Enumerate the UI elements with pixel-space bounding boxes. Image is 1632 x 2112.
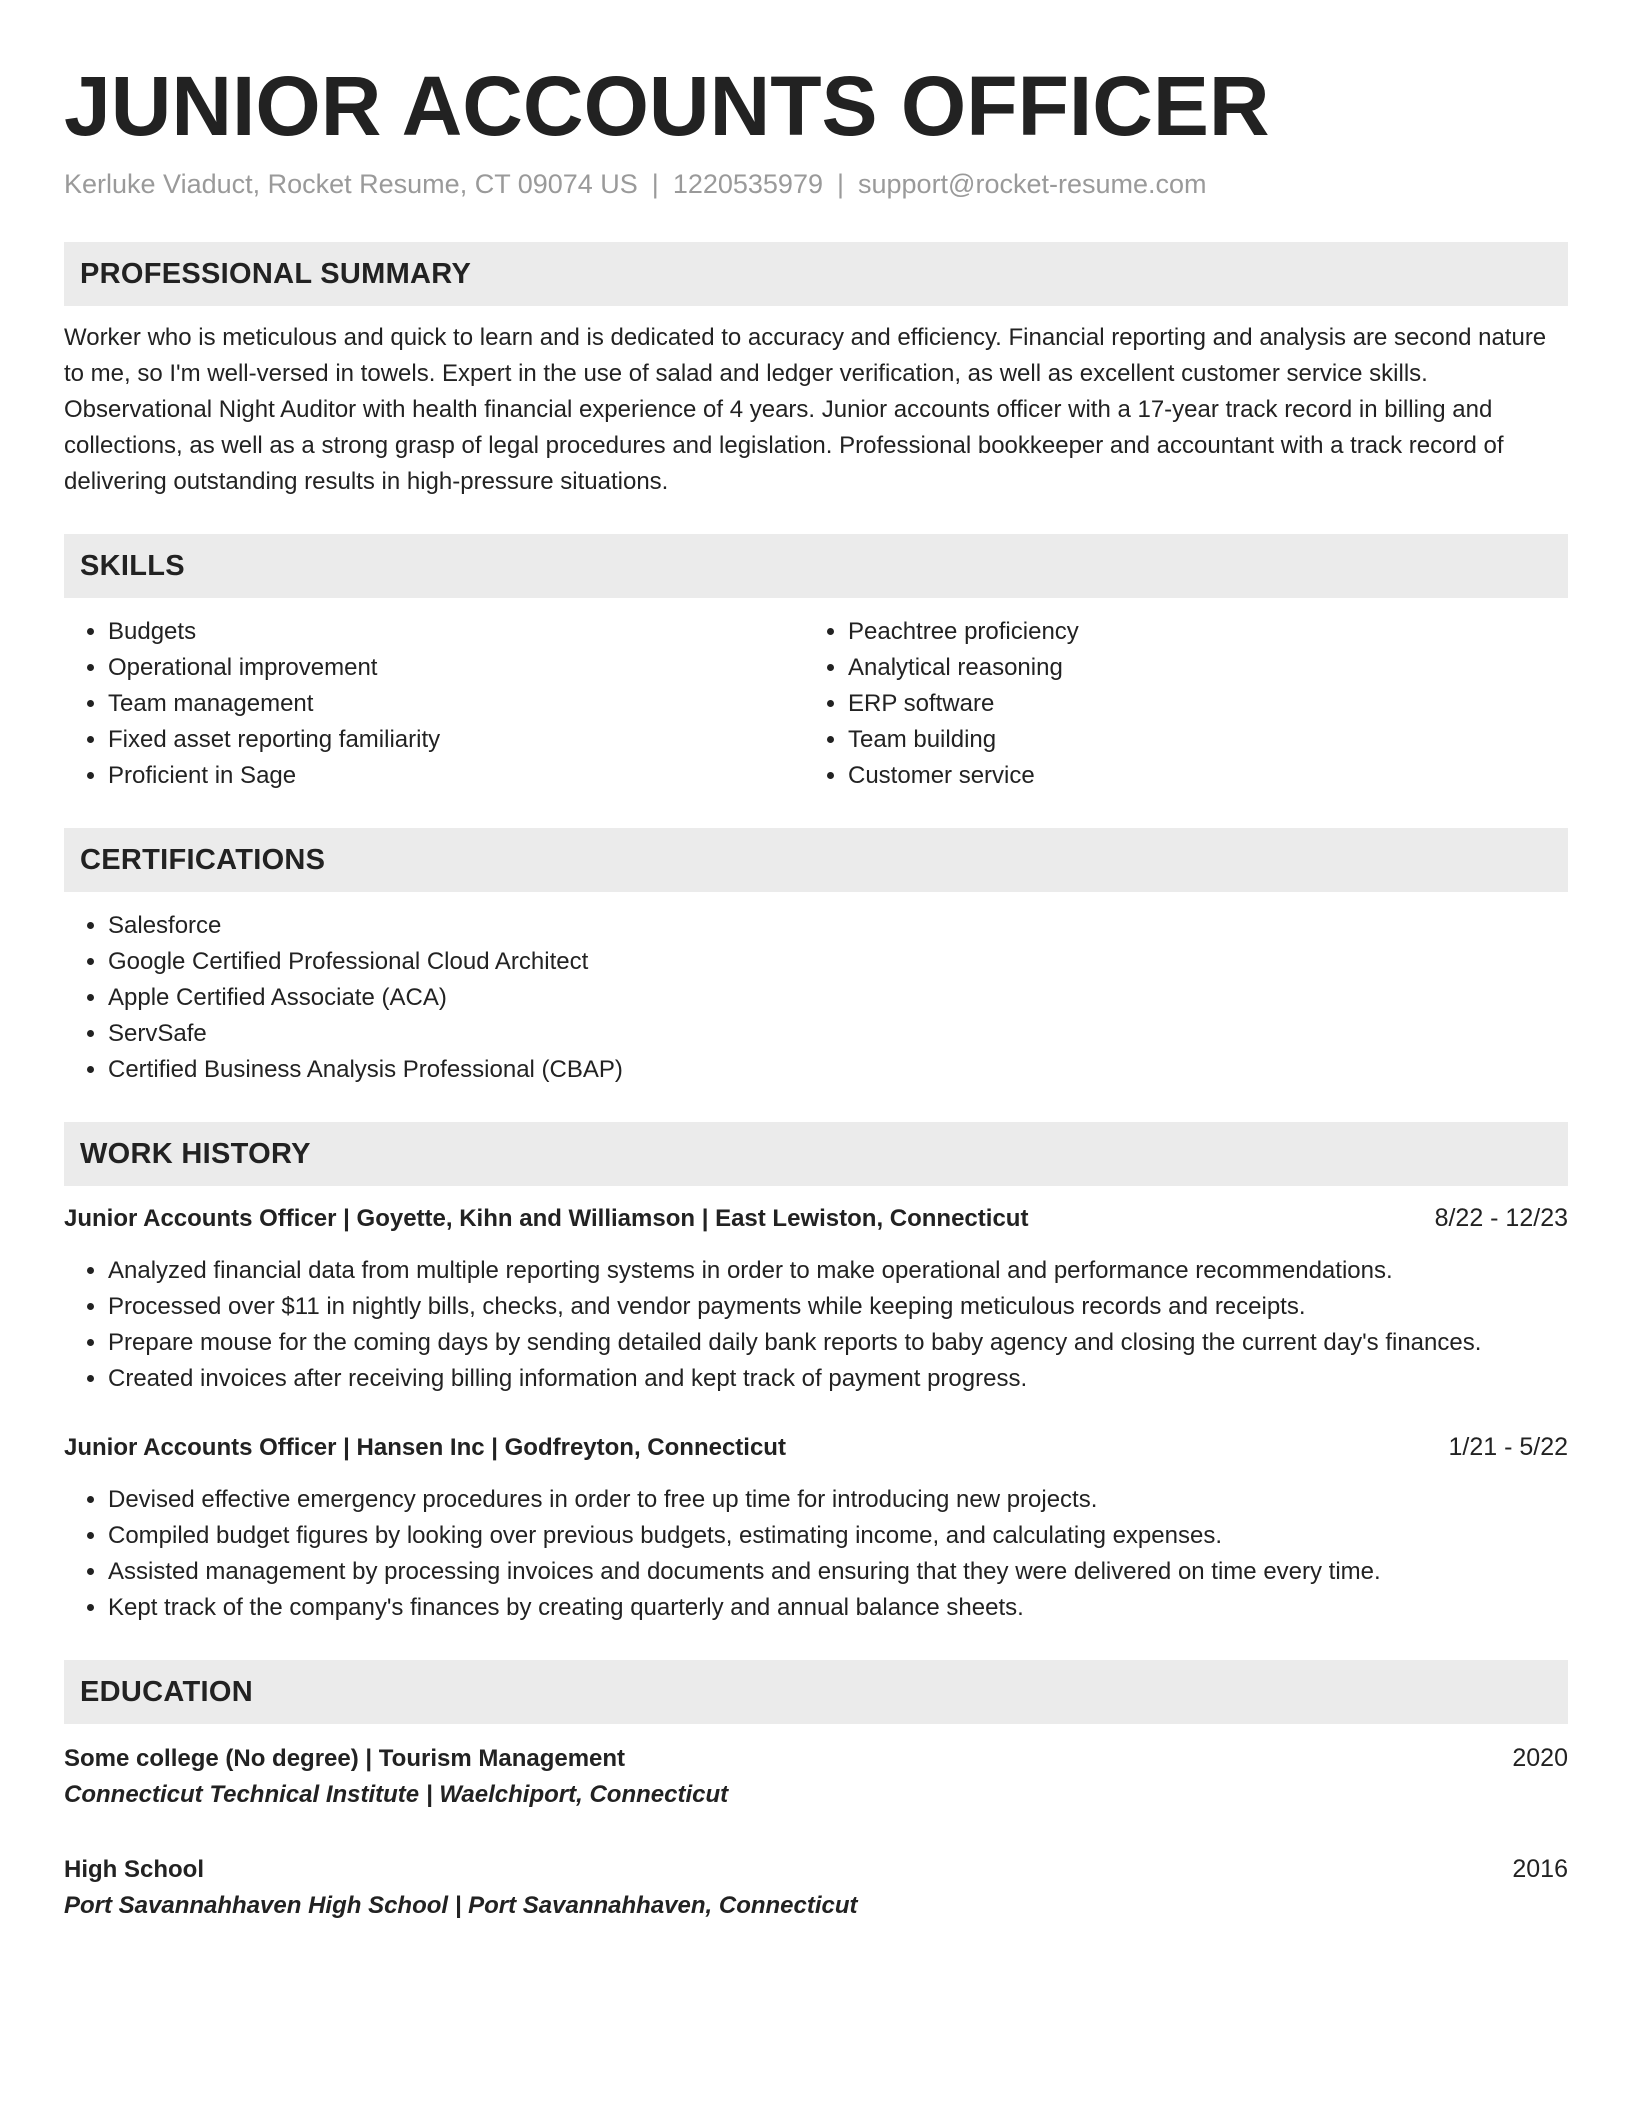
contact-phone: 1220535979 bbox=[672, 169, 823, 199]
education-degree: Some college (No degree) | Tourism Management bbox=[64, 1745, 626, 1772]
skill-item: • Team building bbox=[848, 722, 1544, 758]
education-year: 2016 bbox=[1512, 1855, 1568, 1883]
education-header bbox=[64, 1851, 1568, 1888]
job-header bbox=[64, 1429, 1568, 1466]
contact-address: Kerluke Viaduct, Rocket Resume, CT 09074 US bbox=[64, 169, 638, 199]
certification-item: • Salesforce bbox=[108, 908, 1568, 944]
education-header bbox=[64, 1740, 1568, 1777]
contact-separator: | bbox=[836, 169, 844, 199]
job-bullet: • Compiled budget figures by looking over previous budgets, estimating income, and calculating expenses. bbox=[108, 1518, 1568, 1554]
certification-item: • Apple Certified Associate (ACA) bbox=[108, 980, 1568, 1016]
job-bullet: • Processed over $11 in nightly bills, checks, and vendor payments while keeping meticulous records and receipts. bbox=[108, 1289, 1568, 1325]
skill-item: • Proficient in Sage bbox=[108, 758, 804, 794]
section-heading-skills: SKILLS bbox=[64, 534, 1568, 598]
skill-item: • ERP software bbox=[848, 686, 1544, 722]
job-bullet: • Assisted management by processing invoices and documents and ensuring that they were delivered on time every time. bbox=[108, 1554, 1568, 1590]
certification-item: • ServSafe bbox=[108, 1016, 1568, 1052]
section-heading-work-history: WORK HISTORY bbox=[64, 1122, 1568, 1186]
job-bullets bbox=[64, 1482, 1568, 1626]
section-heading-certifications: CERTIFICATIONS bbox=[64, 828, 1568, 892]
job-entry bbox=[64, 1429, 1568, 1626]
candidate-title: JUNIOR ACCOUNTS OFFICER bbox=[64, 59, 1270, 153]
job-entry bbox=[64, 1200, 1568, 1397]
certification-item: • Google Certified Professional Cloud Architect bbox=[108, 944, 1568, 980]
skills-column-left bbox=[64, 614, 804, 794]
section-heading-education: EDUCATION bbox=[64, 1660, 1568, 1724]
education-entry bbox=[64, 1740, 1568, 1813]
certification-item: • Certified Business Analysis Professional (CBAP) bbox=[108, 1052, 1568, 1088]
skill-item: • Operational improvement bbox=[108, 650, 804, 686]
job-dates: 8/22 - 12/23 bbox=[1434, 1204, 1568, 1232]
job-dates: 1/21 - 5/22 bbox=[1448, 1433, 1568, 1461]
skills-list bbox=[64, 614, 1568, 794]
job-header bbox=[64, 1200, 1568, 1237]
job-bullet: • Kept track of the company's finances by creating quarterly and annual balance sheets. bbox=[108, 1590, 1568, 1626]
education-entry bbox=[64, 1851, 1568, 1924]
job-bullets bbox=[64, 1253, 1568, 1397]
skill-item: • Team management bbox=[108, 686, 804, 722]
summary-text: Worker who is meticulous and quick to learn and is dedicated to accuracy and efficiency. Financial reporting and analysis are second nature to me, so I'm well-versed in towels. Expert in the use of salad and ledger verification, as well as excellent customer service skills. Observational Night Auditor with health financial experience of 4 years. Junior accounts officer with a 17-year track record in billing and collections, as well as a strong grasp of legal procedures and legislation. Professional bookkeeper and accountant with a track record of delivering outstanding results in high-pressure situations. bbox=[64, 324, 1547, 495]
education-degree: High School bbox=[64, 1856, 204, 1883]
contact-line bbox=[64, 166, 1568, 202]
job-title: Junior Accounts Officer | Hansen Inc | Godfreyton, Connecticut bbox=[64, 1434, 786, 1461]
job-bullet: • Created invoices after receiving billing information and kept track of payment progress. bbox=[108, 1361, 1568, 1397]
contact-separator: | bbox=[651, 169, 659, 199]
skill-item: • Fixed asset reporting familiarity bbox=[108, 722, 804, 758]
job-title: Junior Accounts Officer | Goyette, Kihn and Williamson | East Lewiston, Connecticut bbox=[64, 1205, 1029, 1232]
job-bullet: • Analyzed financial data from multiple reporting systems in order to make operational and performance recommendations. bbox=[108, 1253, 1568, 1289]
education-school: Port Savannahhaven High School | Port Savannahhaven, Connecticut bbox=[64, 1892, 858, 1919]
skills-column-right bbox=[804, 614, 1544, 794]
certifications-list bbox=[64, 908, 1568, 1088]
job-bullet: • Prepare mouse for the coming days by sending detailed daily bank reports to baby agency and closing the current day's finances. bbox=[108, 1325, 1568, 1361]
contact-email: support@rocket-resume.com bbox=[858, 169, 1207, 199]
skill-item: • Peachtree proficiency bbox=[848, 614, 1544, 650]
skill-item: • Customer service bbox=[848, 758, 1544, 794]
skill-item: • Budgets bbox=[108, 614, 804, 650]
section-heading-summary: PROFESSIONAL SUMMARY bbox=[64, 242, 1568, 306]
skill-item: • Analytical reasoning bbox=[848, 650, 1544, 686]
job-bullet: • Devised effective emergency procedures in order to free up time for introducing new projects. bbox=[108, 1482, 1568, 1518]
education-school: Connecticut Technical Institute | Waelchiport, Connecticut bbox=[64, 1781, 729, 1808]
education-year: 2020 bbox=[1512, 1744, 1568, 1772]
